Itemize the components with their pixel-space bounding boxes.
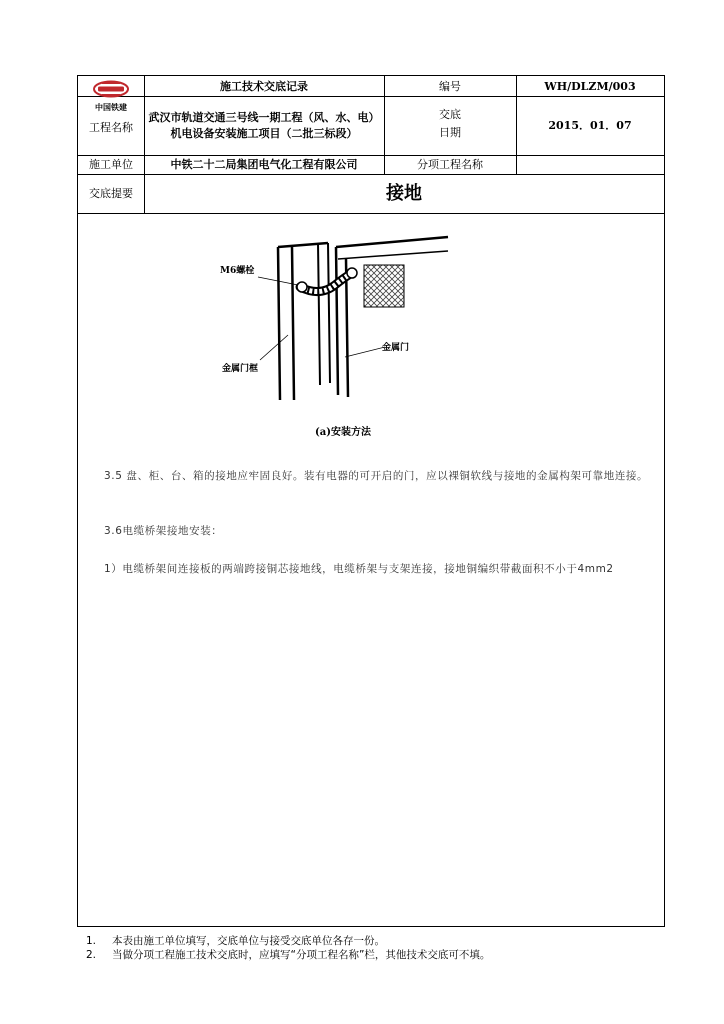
record-title: 施工技术交底记录 xyxy=(220,79,308,93)
code-value: WH/DLZM/003 xyxy=(544,79,636,93)
logo-text: 中国铁建 xyxy=(95,103,127,112)
door-label: 金属门 xyxy=(382,343,410,353)
note-1 xyxy=(86,934,385,948)
unit-label: 施工单位 xyxy=(89,158,133,171)
date-label-line1: 交底 xyxy=(439,107,461,121)
note-1-number: 1. xyxy=(86,935,97,947)
summary-title: 接地 xyxy=(386,183,422,204)
date-label-line2: 日期 xyxy=(439,125,461,139)
logo-emblem-icon xyxy=(91,80,131,98)
note-1-text: 本表由施工单位填写，交底单位与接受交底单位各存一份。 xyxy=(112,935,385,947)
figure-caption: (a)安装方法 xyxy=(315,427,371,438)
frame-label: 金属门框 xyxy=(222,364,259,374)
project-label: 工程名称 xyxy=(89,120,133,134)
bolt-label: M6螺栓 xyxy=(220,266,255,276)
record-sheet xyxy=(77,75,665,927)
item-1: 1）电缆桥架间连接板的两端跨接铜芯接地线，电缆桥架与支架连接，接地铜编织带截面积不小于4mm2 xyxy=(104,563,614,575)
heading-3-6: 3.6电缆桥架接地安装： xyxy=(104,525,223,537)
note-2-text: 当做分项工程施工技术交底时，应填写“分项工程名称”栏，其他技术交底可不填。 xyxy=(112,949,491,961)
note-2 xyxy=(86,948,490,962)
subproject-label: 分项工程名称 xyxy=(417,158,483,171)
note-2-number: 2. xyxy=(86,949,97,961)
grounding-installation-figure xyxy=(200,225,460,445)
project-name: 武汉市轨道交通三号线一期工程（风、水、电）机电设备安装施工项目（二批三标段） xyxy=(148,110,380,140)
paragraph-3-5: 3.5 盘、柜、台、箱的接地应牢固良好。装有电器的可开启的门，应以裸铜软线与接地的金属构架可靠地连接。 xyxy=(104,470,649,482)
subproject-value xyxy=(516,155,664,174)
date-value: 2015．01．07 xyxy=(548,119,632,132)
unit-value: 中铁二十二局集团电气化工程有限公司 xyxy=(170,158,358,171)
summary-label: 交底提要 xyxy=(89,187,133,200)
code-label: 编号 xyxy=(439,79,461,93)
company-logo xyxy=(82,80,140,116)
